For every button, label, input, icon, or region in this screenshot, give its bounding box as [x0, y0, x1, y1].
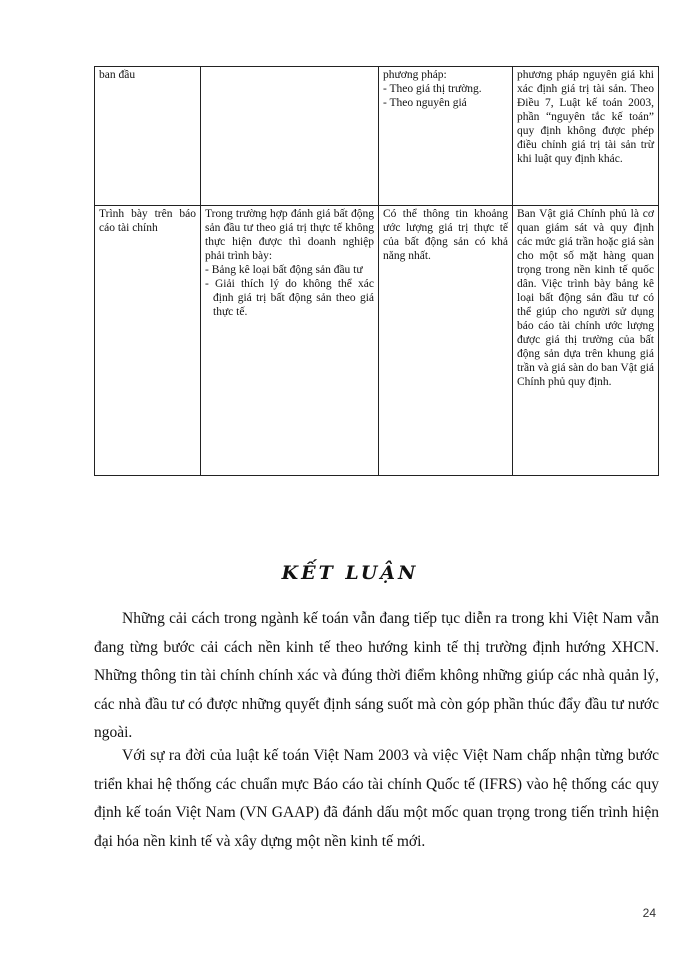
cell-text: Ban Vật giá Chính phủ là cơ quan giám sát và quy định các mức giá trần hoặc giá sàn cho một số mặt hàng quan trọng trong nền kinh tế quốc dân. Việc trình bày bảng kê loại bất động sản đầu tư có thể giúp cho người sử dụng báo cáo tài chính ước lượng được giá thị trường của bất động sản dựa trên khung giá trần và giá sàn do ban Vật giá Chính phủ quy định. — [517, 208, 654, 388]
table-cell — [95, 67, 201, 206]
list-item: - Theo nguyên giá — [383, 97, 467, 109]
table-cell — [513, 67, 659, 206]
page-number: 24 — [642, 906, 656, 920]
table-row — [95, 206, 659, 476]
table-cell — [201, 206, 379, 476]
list-item: - Theo giá thị trường. — [383, 83, 482, 95]
table-cell — [201, 67, 379, 206]
table-cell — [513, 206, 659, 476]
cell-text: Có thể thông tin khoảng ước lượng giá trị thực tế của bất động sản có khả năng nhất. — [383, 208, 508, 262]
comparison-table — [94, 66, 659, 476]
cell-text: ban đầu — [99, 69, 136, 81]
conclusion-paragraph: Với sự ra đời của luật kế toán Việt Nam 2003 và việc Việt Nam chấp nhận từng bước triển khai hệ thống các chuẩn mực Báo cáo tài chính Quốc tế (IFRS) vào hệ thống các quy định kế toán Việt Nam (VN GAAP) đã đánh dấu một mốc quan trọng trong tiến trình hiện đại hóa nền kinh tế và xây dựng một nền kinh tế mới. — [94, 747, 659, 850]
conclusion-paragraph: Những cải cách trong ngành kế toán vẫn đang tiếp tục diễn ra trong khi Việt Nam vẫn đang từng bước cải cách nền kinh tế theo hướng kinh tế thị trường định hướng XHCN. Những thông tin tài chính chính xác và đúng thời điểm không những giúp các nhà quản lý, các nhà đầu tư có được những quyết định sáng suốt mà còn góp phần thúc đẩy đầu tư nước ngoài. — [94, 610, 659, 741]
section-heading: KẾT LUẬN — [281, 562, 419, 584]
list-item: - Bảng kê loại bất động sản đầu tư — [205, 264, 363, 276]
cell-text: Trình bày trên báo cáo tài chính — [99, 208, 196, 234]
cell-text: phương pháp: — [383, 69, 447, 81]
table-cell — [95, 206, 201, 476]
table-row — [95, 67, 659, 206]
table-cell — [379, 206, 513, 476]
list-item: - Giải thích lý do không thể xác định giá trị bất động sản theo giá thực tế. — [205, 278, 374, 318]
cell-text: phương pháp nguyên giá khi xác định giá trị tài sản. Theo Điều 7, Luật kế toán 2003, phần “nguyên tắc kế toán” quy định không được phép điều chỉnh giá trị tài sản trừ khi luật quy định khác. — [517, 69, 654, 165]
cell-text: Trong trường hợp đánh giá bất động sản đầu tư theo giá trị thực tế không thực hiện được thì doanh nghiệp phải trình bày: — [205, 208, 374, 262]
table-cell — [379, 67, 513, 206]
